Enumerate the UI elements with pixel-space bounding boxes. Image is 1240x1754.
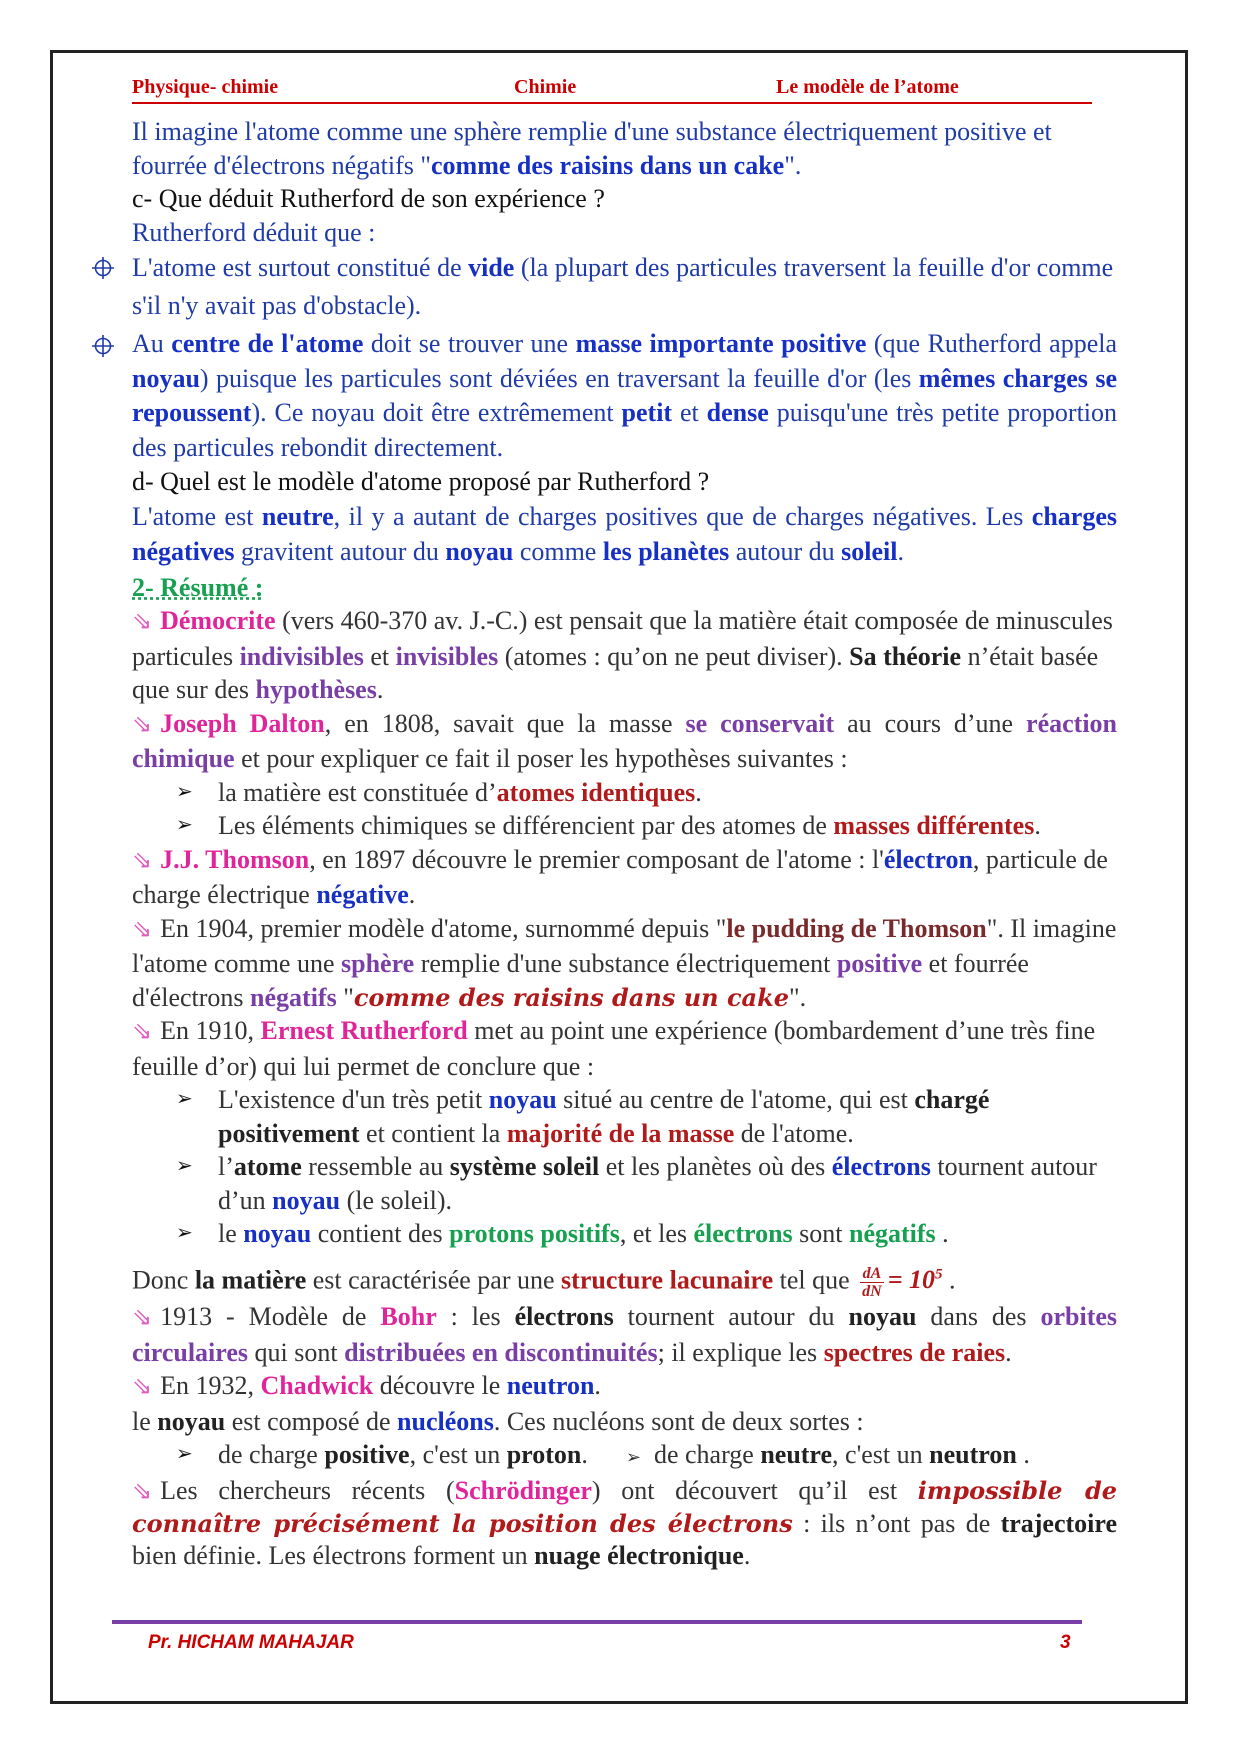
- nucleon-neutron: de charge neutre, c'est un neutron .: [653, 1440, 1030, 1470]
- footer-rule: [112, 1620, 1082, 1624]
- triangle-bullet-icon: ➢: [625, 1447, 641, 1468]
- page-number: 3: [1060, 1632, 1071, 1653]
- resume-bohr: ⇘ 1913 - Modèle de Bohr : les électrons tournent autour du noyau dans des orbites circulaires qui sont distribuées en discontinuités; il explique les spectres de raies.: [132, 1302, 1118, 1367]
- crosshair-bullet-icon: [92, 257, 114, 279]
- resume-lacunaire: Donc la matière est caractérisée par une structure lacunaire tel que $\frac{dA}{dN}$ = $10^5$ .: [132, 1264, 956, 1300]
- section-title-resume: 2- Résumé :: [132, 572, 264, 602]
- arrow-bullet-icon: ⇘: [132, 847, 153, 874]
- resume-democrite: ⇘ Démocrite (vers 460-370 av. J.-C.) est pensait que la matière était composée de minuscules particules indivisibles et invisibles (atomes : qu’on ne peut diviser). Sa théorie n’était basée que sur des hypothèses.: [132, 606, 1113, 704]
- bullet-noyau: Au centre de l'atome doit se trouver une masse importante positive (que Rutherford appela noyau) puisque les particules sont déviées en traversant la feuille d'or (les mêmes charges se repoussent). Ce noyau doit être extrêmement petit et dense puisqu'une très petite proportion des particules rebondit directement.: [132, 327, 1117, 465]
- ratio-fraction: $\frac{dA}{dN}$: [862, 1264, 882, 1300]
- crosshair-bullet-icon: [92, 335, 114, 357]
- resume-schrodinger: ⇘ Les chercheurs récents (Schrödinger) ont découvert qu’il est impossible de connaître précisément la position des électrons : ils n’ont pas de trajectoire bien définie. Les électrons forment un nuage électronique.: [132, 1475, 1118, 1570]
- resume-rutherford: ⇘ En 1910, Ernest Rutherford met au point une expérience (bombardement d’une très fine feuille d’or) qui lui permet de conclure que :: [132, 1016, 1096, 1081]
- arrow-bullet-icon: ⇘: [132, 1478, 153, 1505]
- dalton-hypothesis-1: ➢ la matière est constituée d’atomes identiques.: [132, 776, 1117, 810]
- nucleon-types: [132, 1438, 1117, 1475]
- page-header: [132, 74, 1092, 104]
- arrow-bullet-icon: ⇘: [132, 1019, 153, 1045]
- header-lesson: Le modèle de l’atome: [776, 76, 959, 98]
- resume-pudding: ⇘ En 1904, premier modèle d'atome, surnommé depuis "le pudding de Thomson". Il imagine l'atome comme une sphère remplie d'une substance électriquement positive et fourrée d'électrons négatifs "comme des raisins dans un cake".: [132, 913, 1117, 1012]
- header-section: Chimie: [514, 76, 577, 98]
- ratio-value: = $10^5$: [887, 1265, 943, 1295]
- triangle-bullet-icon: ➢: [176, 1443, 193, 1466]
- arrow-bullet-icon: ⇘: [132, 711, 153, 738]
- deduction-intro: Rutherford déduit que :: [132, 217, 376, 247]
- header-subject: Physique- chimie: [132, 76, 279, 98]
- question-c: c- Que déduit Rutherford de son expérience ?: [132, 184, 605, 213]
- triangle-bullet-icon: ➢: [176, 780, 193, 803]
- resume-nucleons: le noyau est composé de nucléons. Ces nucléons sont de deux sortes :: [132, 1406, 864, 1436]
- triangle-bullet-icon: ➢: [176, 1222, 193, 1244]
- arrow-bullet-icon: ⇘: [132, 916, 153, 943]
- resume-chadwick: ⇘ En 1932, Chadwick découvre le neutron.: [132, 1371, 601, 1401]
- resume-thomson: ⇘ J.J. Thomson, en 1897 découvre le premier composant de l'atome : l'électron, particule de charge électrique négative.: [132, 844, 1108, 909]
- intro-paragraph: Il imagine l'atome comme une sphère remplie d'une substance électriquement positive et fourrée d'électrons négatifs "comme des raisins dans un cake".: [132, 117, 1052, 180]
- rutherford-model: L'atome est neutre, il y a autant de charges positives que de charges négatives. Les charges négatives gravitent autour du noyau comme les planètes autour du soleil.: [132, 501, 1117, 566]
- nucleon-proton: de charge positive, c'est un proton.: [218, 1440, 588, 1470]
- question-d: d- Quel est le modèle d'atome proposé par Rutherford ?: [132, 467, 710, 496]
- bullet-vide: L'atome est surtout constitué de vide (la plupart des particules traversent la feuille d'or comme s'il n'y avait pas d'obstacle).: [132, 249, 1117, 325]
- rutherford-conclusion-2: ➢ l’atome ressemble au système soleil et les planètes où des électrons tournent autour d’un noyau (le soleil).: [176, 1152, 1097, 1215]
- arrow-bullet-icon: ⇘: [132, 1305, 153, 1332]
- arrow-bullet-icon: ⇘: [132, 609, 153, 635]
- triangle-bullet-icon: ➢: [176, 1088, 193, 1110]
- footer-author: Pr. HICHAM MAHAJAR: [148, 1632, 354, 1653]
- page-content: [132, 115, 1117, 1572]
- rutherford-conclusion-1: ➢ L'existence d'un très petit noyau situé au centre de l'atome, qui est chargé positivement et contient la majorité de la masse de l'atome.: [176, 1085, 990, 1148]
- triangle-bullet-icon: ➢: [176, 814, 193, 836]
- arrow-bullet-icon: ⇘: [132, 1374, 153, 1401]
- triangle-bullet-icon: ➢: [176, 1155, 193, 1177]
- rutherford-conclusion-3: ➢ le noyau contient des protons positifs, et les électrons sont négatifs .: [132, 1217, 1117, 1251]
- resume-dalton: ⇘ Joseph Dalton, en 1808, savait que la masse se conservait au cours d’une réaction chimique et pour expliquer ce fait il poser les hypothèses suivantes :: [132, 708, 1118, 773]
- dalton-hypothesis-2: ➢ Les éléments chimiques se différencient par des atomes de masses différentes.: [132, 809, 1117, 843]
